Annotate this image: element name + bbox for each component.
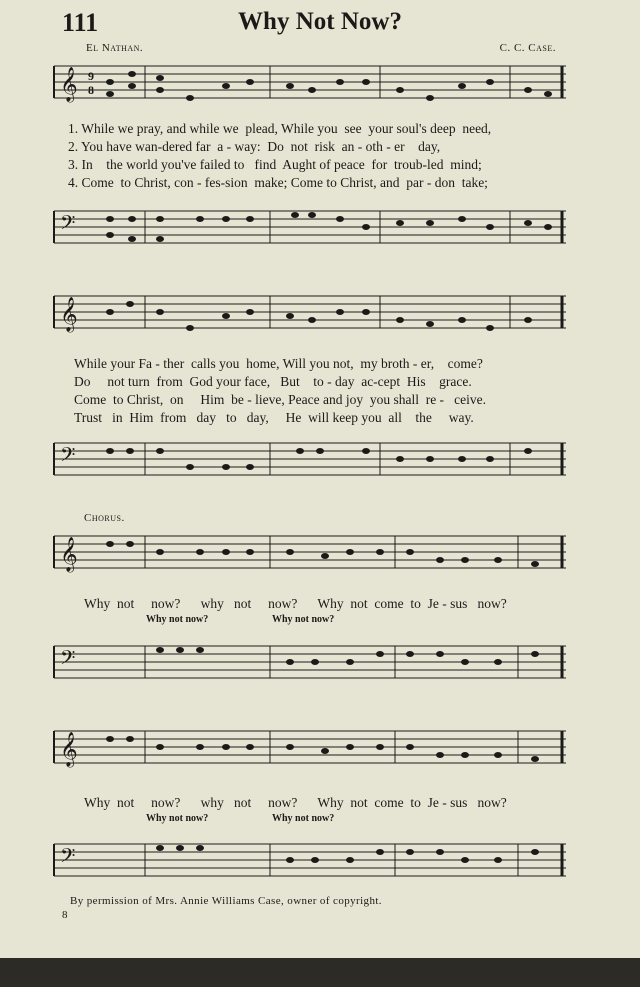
verse-2-line-2: Do not turn from God your face, But to - day ac-cept His grace. (74, 374, 472, 389)
hymn-title: Why Not Now? (238, 8, 402, 35)
svg-text:𝄞: 𝄞 (60, 68, 78, 101)
treble-staff-chorus-1 (50, 530, 570, 570)
verse-lyrics-part-1 (68, 120, 558, 192)
verse-1-line-2: While your Fa - ther calls you home, Will you not, my broth - er, come? (74, 356, 483, 371)
composer-credit: C. C. Case. (499, 42, 556, 54)
echo-text-2a: Why not now? (146, 813, 209, 824)
chorus-lyrics-1: Why not now? why not now? Why not come to Je - sus now? (84, 596, 507, 611)
svg-text:𝄞: 𝄞 (60, 298, 78, 331)
svg-text:9: 9 (88, 69, 94, 83)
copyright-credit: By permission of Mrs. Annie Williams Case, owner of copyright. (70, 895, 382, 907)
verse-2-line-1: 2. You have wan-dered far a - way: Do not risk an - oth - er day, (68, 139, 441, 154)
svg-text:𝄢: 𝄢 (60, 648, 76, 674)
verse-3-line-2: Come to Christ, on Him be - lieve, Peace and joy you shall re - ceive. (74, 392, 487, 407)
echo-text-2b: Why not now? (272, 813, 335, 824)
author-credit: El Nathan. (86, 42, 144, 54)
scan-edge-band (0, 958, 640, 987)
hymn-number: 111 (62, 8, 99, 37)
verse-1-line-1: 1. While we pray, and while we plead, While you see your soul's deep need, (68, 121, 492, 136)
treble-staff-chorus-2 (50, 725, 570, 765)
verse-4-line-1: 4. Come to Christ, con - fes-sion make; Come to Christ, and par - don take; (68, 175, 488, 190)
echo-text-1b: Why not now? (272, 614, 335, 625)
treble-staff-system-2 (50, 290, 570, 330)
bass-staff-chorus-1 (50, 640, 570, 680)
verse-lyrics-part-2 (74, 355, 564, 427)
chorus-label: Chorus. (84, 512, 125, 524)
svg-text:𝄢: 𝄢 (60, 445, 76, 471)
echo-text-1a: Why not now? (146, 614, 209, 625)
treble-staff-system-1 (50, 60, 570, 100)
page-number: 8 (62, 909, 68, 921)
bass-staff-system-2 (50, 437, 570, 477)
svg-text:8: 8 (88, 83, 94, 97)
svg-text:𝄢: 𝄢 (60, 213, 76, 239)
verse-3-line-1: 3. In the world you've failed to find Aught of peace for troub-led mind; (68, 157, 482, 172)
chorus-lyrics-2: Why not now? why not now? Why not come to Je - sus now? (84, 795, 507, 810)
svg-text:𝄢: 𝄢 (60, 846, 76, 872)
svg-text:𝄞: 𝄞 (60, 538, 78, 571)
verse-4-line-2: Trust in Him from day to day, He will keep you all the way. (74, 410, 474, 425)
svg-text:𝄞: 𝄞 (60, 733, 78, 766)
bass-staff-system-1 (50, 205, 570, 245)
bass-staff-chorus-2 (50, 838, 570, 878)
